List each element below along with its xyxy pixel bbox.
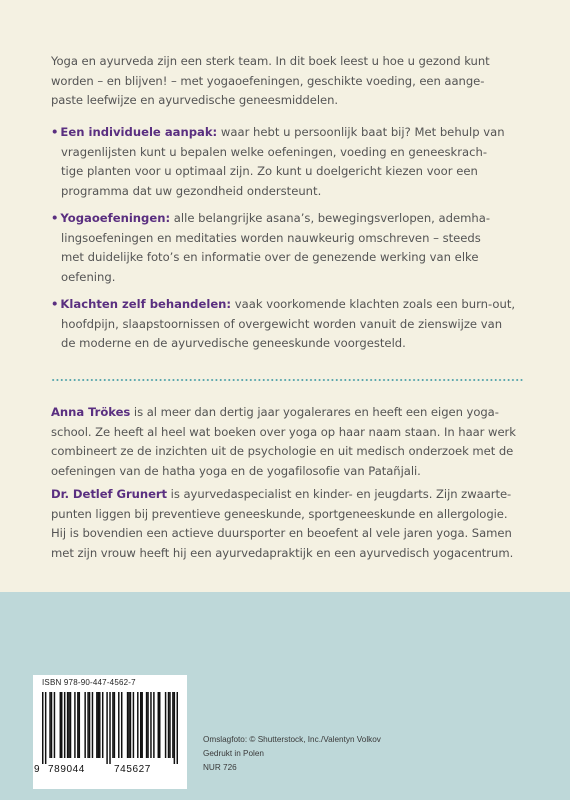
barcode-bar bbox=[140, 692, 141, 758]
bio-line: oefeningen van de hatha yoga en de yogafilosofie van Patañjali. bbox=[51, 463, 421, 478]
printed-in: Gedrukt in Polen bbox=[203, 748, 264, 758]
bullet-first-line bbox=[51, 209, 523, 229]
barcode-bars bbox=[42, 692, 178, 764]
dotted-divider bbox=[51, 379, 523, 381]
bullet-line: vragenlijsten kunt u bepalen welke oefeningen, voeding en geneeskrach- bbox=[61, 144, 488, 159]
bio-line: met zijn vrouw heeft hij een ayurvedapraktijk en een ayurvedisch yogacentrum. bbox=[51, 545, 514, 560]
bio-line: combineert ze de inzichten uit de psychologie en uit medisch onderzoek met de bbox=[51, 444, 514, 459]
barcode-bar bbox=[49, 692, 50, 758]
barcode-bar bbox=[174, 692, 175, 764]
bullet-dot: • bbox=[51, 211, 59, 225]
barcode-bar bbox=[84, 692, 85, 758]
bullet-line: hoofdpijn, slaapstoornissen of overgewicht worden vanuit de zienswijze van bbox=[61, 316, 503, 331]
bullet-individual-approach bbox=[51, 123, 523, 201]
barcode-bar bbox=[147, 692, 148, 758]
publication-credits bbox=[203, 733, 381, 774]
barcode-bar bbox=[96, 692, 97, 758]
barcode-bar bbox=[51, 692, 52, 758]
bullet-line: programma dat uw gezondheid ondersteunt. bbox=[61, 183, 322, 198]
barcode-bar bbox=[150, 692, 151, 758]
barcode-bar bbox=[109, 692, 110, 764]
bullet-text: vaak voorkomende klachten zoals een burn-out, bbox=[231, 297, 516, 311]
barcode-bar bbox=[79, 692, 80, 758]
barcode-bar bbox=[45, 692, 46, 764]
intro-line: Yoga en ayurveda zijn een sterk team. In dit boek leest u hoe u gezond kunt bbox=[51, 54, 490, 68]
intro-paragraph bbox=[51, 52, 523, 111]
barcode-bar bbox=[168, 692, 169, 758]
barcode-bar bbox=[112, 692, 113, 758]
barcode-bar bbox=[77, 692, 78, 758]
bullet-first-line bbox=[51, 123, 523, 143]
barcode-bar bbox=[127, 692, 128, 758]
barcode-bar bbox=[42, 692, 43, 764]
barcode-bar bbox=[89, 692, 90, 758]
barcode-bar bbox=[102, 692, 103, 758]
barcode-bar bbox=[70, 692, 71, 758]
bullet-dot: • bbox=[51, 297, 59, 311]
barcode-bar bbox=[177, 692, 178, 764]
author-name: Anna Trökes bbox=[51, 405, 131, 419]
bio-text: is ayurvedaspecialist en kinder- en jeugdarts. Zijn zwaarte- bbox=[167, 487, 512, 501]
author-bio-anna-trokes bbox=[51, 403, 523, 481]
photo-credit: Omslagfoto: © Shutterstock, Inc./Valentyn Volkov bbox=[203, 735, 381, 744]
bullet-line: tige planten voor u optimaal zijn. Zo kunt u doelgericht kiezen voor een bbox=[61, 164, 478, 179]
barcode-bar bbox=[106, 692, 107, 764]
barcode-bar bbox=[130, 692, 131, 758]
barcode-bar bbox=[159, 692, 160, 758]
bullet-dot: • bbox=[51, 125, 59, 139]
barcode-bar bbox=[98, 692, 99, 758]
barcode-bar bbox=[121, 692, 122, 758]
barcode-bar bbox=[92, 692, 93, 758]
barcode-digit-group: 745627 bbox=[114, 764, 151, 775]
bullet-yoga-exercises bbox=[51, 209, 523, 287]
bullet-line: de moderne en de ayurvedische geneeskunde voorgesteld. bbox=[61, 336, 406, 351]
barcode-bar bbox=[158, 692, 159, 758]
author-bio-detlef-grunert bbox=[51, 485, 523, 563]
bullet-line: oefening. bbox=[61, 269, 116, 284]
barcode-bar bbox=[99, 692, 100, 758]
bullet-text: waar hebt u persoonlijk baat bij? Met behulp van bbox=[217, 125, 505, 139]
barcode-bar bbox=[67, 692, 68, 758]
barcode-bar bbox=[169, 692, 170, 758]
bullet-text: alle belangrijke asana’s, bewegingsverlopen, ademha- bbox=[170, 211, 491, 225]
bullet-term: Een individuele aanpak: bbox=[60, 125, 218, 139]
barcode-digit-group: 789044 bbox=[48, 764, 85, 775]
bio-first-line bbox=[51, 403, 523, 423]
bio-line: school. Ze heeft al heel wat boeken over yoga op haar naam staan. In haar werk bbox=[51, 424, 516, 439]
barcode-bar bbox=[74, 692, 75, 758]
bio-line: punten liggen bij preventieve geneeskunde, sportgeneeskunde en allergologie. bbox=[51, 506, 508, 521]
isbn-number: ISBN 978-90-447-4562-7 bbox=[42, 678, 136, 687]
barcode-bar bbox=[64, 692, 65, 758]
nur-code: NUR 726 bbox=[203, 762, 237, 772]
barcode-bar bbox=[118, 692, 119, 758]
barcode-digit-first: 9 bbox=[34, 764, 41, 775]
bullet-self-treatment bbox=[51, 295, 523, 354]
barcode-bar bbox=[61, 692, 62, 758]
barcode-bar bbox=[133, 692, 134, 758]
barcode-bar bbox=[137, 692, 138, 758]
bio-text: is al meer dan dertig jaar yogalerares en heeft een eigen yoga- bbox=[130, 405, 499, 419]
bullet-term: Klachten zelf behandelen: bbox=[60, 297, 232, 311]
barcode-bar bbox=[128, 692, 129, 758]
isbn-barcode-label bbox=[33, 675, 187, 789]
barcode-bar bbox=[68, 692, 69, 758]
barcode-bar bbox=[87, 692, 88, 758]
bio-line: Hij is bovendien een actieve duursporter en beoefent al vele jaren yoga. Samen bbox=[51, 526, 512, 541]
barcode-bar bbox=[146, 692, 147, 758]
bio-first-line bbox=[51, 485, 523, 505]
bullet-line: lingsoefeningen en meditaties worden nauwkeurig omschreven – steeds bbox=[61, 230, 481, 245]
bullet-line: met duidelijke foto’s en informatie over de genezende werking van elke bbox=[61, 250, 479, 265]
barcode-bar bbox=[172, 692, 173, 758]
intro-line: paste leefwijze en ayurvedische geneesmiddelen. bbox=[51, 93, 339, 108]
barcode-bar bbox=[60, 692, 61, 758]
barcode-bar bbox=[165, 692, 166, 758]
bullet-term: Yogaoefeningen: bbox=[60, 211, 171, 225]
author-name: Dr. Detlef Grunert bbox=[51, 487, 168, 501]
intro-line: worden – en blijven! – met yogaoefeningen, geschikte voeding, een aange- bbox=[51, 73, 485, 88]
barcode-bar bbox=[54, 692, 55, 758]
barcode-bar bbox=[141, 692, 142, 758]
bullet-first-line bbox=[51, 295, 523, 315]
barcode-bar bbox=[114, 692, 115, 758]
barcode-bar bbox=[153, 692, 154, 758]
